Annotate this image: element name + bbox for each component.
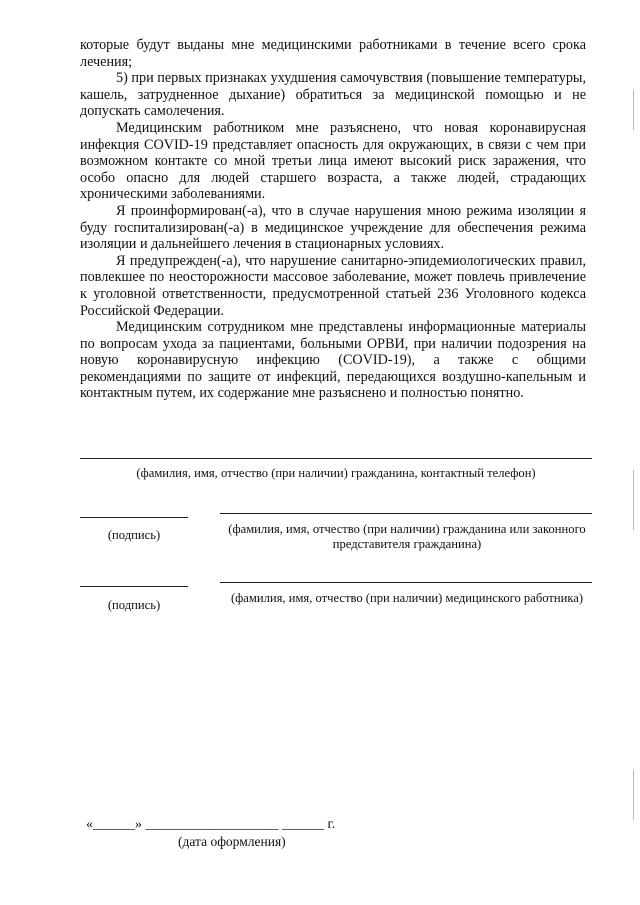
citizen-name-caption: (фамилия, имя, отчество (при наличии) гражданина, контактный телефон): [136, 466, 536, 480]
paragraph-continuation: которые будут выданы мне медицинскими работниками в течение всего срока лечения;: [80, 37, 586, 70]
medic-name-line[interactable]: [220, 582, 592, 583]
representative-name-line[interactable]: [220, 513, 592, 514]
signature-caption-citizen: (подпись): [107, 528, 161, 542]
paragraph-covid-danger: Медицинским работником мне разъяснено, что новая коронавирусная инфекция COVID-19 представляет опасность для окружающих, в связи с чем при возможном контакте со мной третьи лица имеют высокий риск заражения, что особо опасно для людей старшего возраста, а также людей, страдающих хроническими заболеваниями.: [80, 119, 586, 203]
medic-name-caption: (фамилия, имя, отчество (при наличии) медицинского работника): [230, 591, 584, 605]
scan-edge-mark: [633, 470, 634, 530]
signature-caption-medic: (подпись): [107, 598, 161, 612]
scan-edge-mark: [633, 770, 634, 820]
citizen-name-line[interactable]: [80, 458, 592, 459]
consent-body-text: [80, 37, 586, 402]
paragraph-information-materials: Медицинским сотрудником мне представлены информационные материалы по вопросам ухода за пациентами, больными ОРВИ, при наличии подозрения на новую коронавирусную инфекцию (COVID-19), а также с общими рекомендациями по защите от инфекций, передающихся воздушно-капельным и контактным путем, их содержание мне разъяснено и полностью понятно.: [80, 319, 586, 402]
date-caption: (дата оформления): [178, 834, 286, 849]
scan-edge-mark: [633, 90, 634, 130]
date-fill-line[interactable]: «______» ___________________ ______ г.: [86, 817, 336, 832]
paragraph-criminal-liability: Я предупрежден(-а), что нарушение санитарно-эпидемиологических правил, повлекшее по неосторожности массовое заболевание, может повлечь привлечение к уголовной ответственности, предусмотренной статьей 236 Уголовного кодекса Российской Федерации.: [80, 252, 586, 319]
representative-name-caption: (фамилия, имя, отчество (при наличии) гражданина или законного представителя гражданина): [228, 522, 586, 551]
signature-line-citizen[interactable]: [80, 517, 188, 518]
signature-line-medic[interactable]: [80, 586, 188, 587]
paragraph-isolation-violation: Я проинформирован(-а), что в случае нарушения мною режима изоляции я буду госпитализирован(-а) в медицинское учреждение для обеспечения режима изоляции и дальнейшего лечения в стационарных условиях.: [80, 202, 586, 253]
paragraph-worsening-symptoms: 5) при первых признаках ухудшения самочувствия (повышение температуры, кашель, затрудненное дыхание) обратиться за медицинской помощью и не допускать самолечения.: [80, 70, 586, 120]
